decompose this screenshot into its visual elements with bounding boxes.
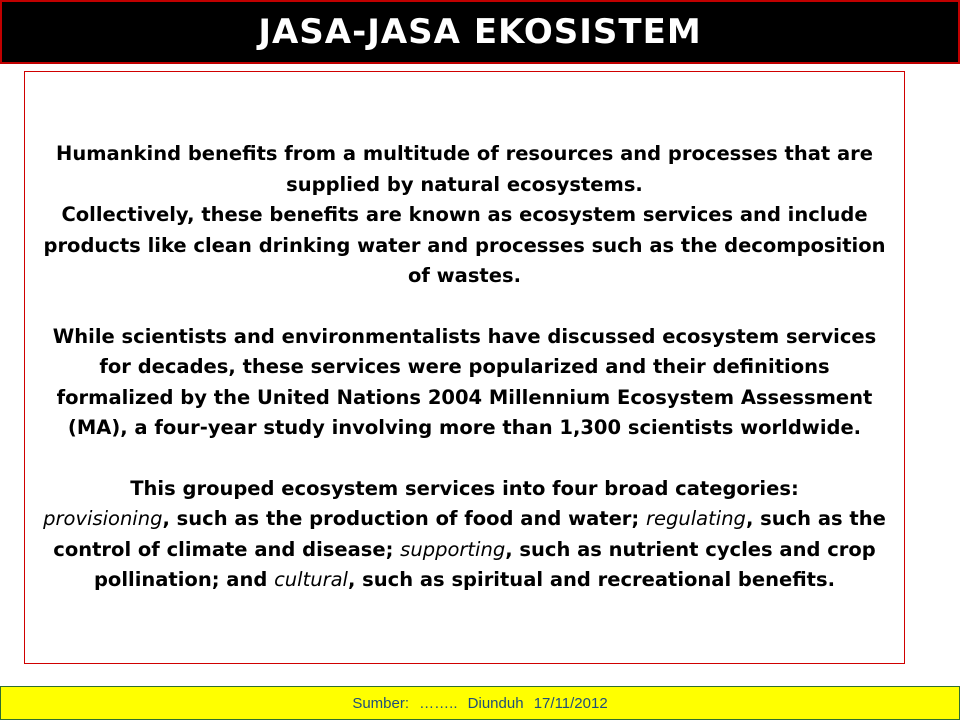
categories-text-1: , such as the production of food and water; bbox=[162, 507, 647, 531]
paragraph-intro bbox=[39, 139, 890, 292]
source-citation: Sumber: …….. Diunduh 17/11/2012 bbox=[352, 694, 608, 712]
term-ecosystem-services: ecosystem services bbox=[519, 203, 734, 227]
categories-text-3: , such as nutrient cycles and crop pollination; and bbox=[93, 537, 876, 592]
term-provisioning: provisioning bbox=[43, 507, 163, 531]
intro-sentence-2-start: Collectively, these benefits are known as bbox=[61, 203, 520, 227]
title-bar bbox=[0, 0, 960, 64]
term-regulating: regulating bbox=[646, 507, 746, 531]
term-cultural: cultural bbox=[274, 568, 348, 592]
footer-bar bbox=[0, 686, 960, 720]
paragraph-categories bbox=[39, 474, 890, 596]
intro-sentence-1: Humankind benefits from a multitude of resources and processes that are supplied by natural ecosystems. bbox=[56, 142, 873, 196]
categories-text-4: , such as spiritual and recreational benefits. bbox=[347, 568, 836, 592]
categories-text-2: , such as the control of climate and disease; bbox=[53, 507, 886, 561]
paragraph-history: While scientists and environmentalists have discussed ecosystem services for decades, these services were popularized and their definitions formalized by the United Nations 2004 Millennium Ecosystem Assessment (MA), a four-year study involving more than 1,300 scientists worldwide. bbox=[52, 324, 877, 440]
slide-title: JASA-JASA EKOSISTEM bbox=[258, 12, 702, 52]
intro-sentence-2-end: and include products like clean drinking water and processes such as the decomposition of wastes. bbox=[43, 203, 886, 288]
content-box bbox=[24, 71, 905, 664]
term-supporting: supporting bbox=[400, 537, 506, 561]
categories-intro: This grouped ecosystem services into four broad categories: bbox=[130, 476, 799, 500]
